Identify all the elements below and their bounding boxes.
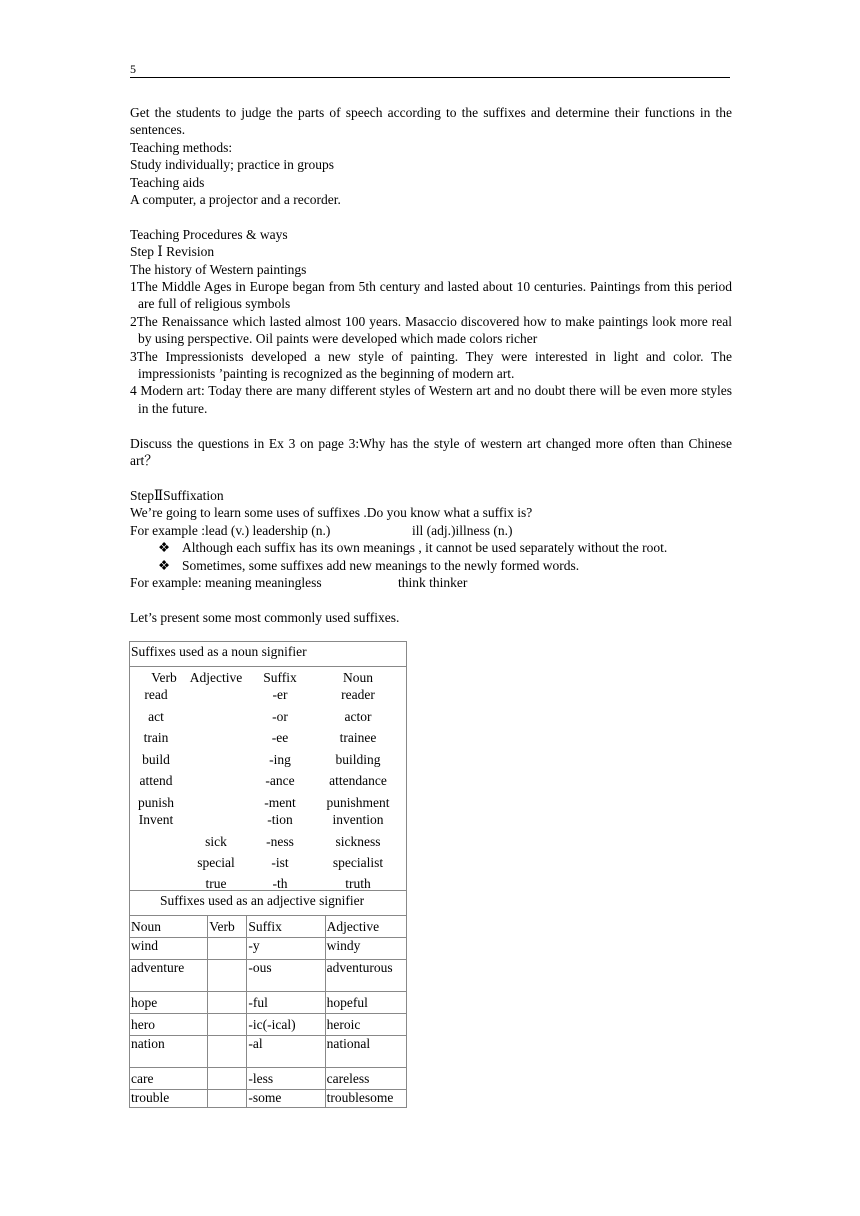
table-row [130, 773, 406, 789]
table-row [130, 812, 406, 828]
cell: special [197, 855, 235, 870]
cell: -ment [264, 795, 296, 810]
table-row [130, 1090, 407, 1108]
cell [208, 1068, 247, 1090]
suffix-table [129, 641, 407, 1108]
history-item-3: 3The Impressionists developed a new style of painting. They were interested in light and color. The impressionists ’painting is recognized as the beginning of modern art. [130, 348, 732, 382]
cell: -y [247, 938, 325, 960]
intro-line: Teaching methods: [130, 139, 233, 155]
cell: building [335, 752, 381, 767]
table-row [130, 795, 406, 811]
cell: windy [325, 938, 406, 960]
cell: troublesome [325, 1090, 406, 1108]
example-2a: For example: meaning meaningless [130, 574, 322, 590]
cell: Invent [138, 812, 174, 827]
bullet-diamond-icon: ❖ [158, 557, 171, 573]
cell: -ee [271, 730, 289, 745]
cell: -ous [247, 960, 325, 992]
cell: -th [272, 876, 288, 891]
cell [208, 1014, 247, 1036]
cell: true [205, 876, 227, 891]
step-1-heading: Step Ⅰ Revision [130, 244, 215, 260]
cell: build [142, 752, 170, 767]
cell [208, 938, 247, 960]
intro-line: A computer, a projector and a recorder. [130, 192, 341, 208]
table-row [130, 730, 406, 746]
cell [208, 960, 247, 992]
table-row [130, 1036, 407, 1068]
cell: care [130, 1068, 208, 1090]
cell: heroic [325, 1014, 406, 1036]
cell: trainee [339, 730, 377, 745]
cell: -tion [267, 812, 293, 827]
history-item-2: 2The Renaissance which lasted almost 100 years. Masaccio discovered how to make paintings look more real by using perspective. Oil paints were developed which made colors richer [130, 313, 732, 347]
cell: -or [272, 709, 288, 724]
bullet-diamond-icon: ❖ [158, 540, 171, 556]
cell: adventure [130, 960, 208, 992]
noun-table-body [130, 667, 407, 891]
bullet-item [130, 539, 732, 556]
cell: nation [130, 1036, 208, 1068]
example-1a: For example :lead (v.) leadership (n.) [130, 522, 331, 538]
cell: punish [137, 795, 174, 810]
header-cell: Noun [130, 916, 208, 938]
table-row [130, 992, 407, 1014]
intro-line: Study individually; practice in groups [130, 157, 334, 173]
cell: act [148, 709, 164, 724]
cell: invention [332, 812, 384, 827]
cell: actor [344, 709, 372, 724]
cell: train [143, 730, 169, 745]
table-row [130, 752, 406, 768]
header-cell: Noun [343, 670, 373, 685]
cell [208, 992, 247, 1014]
header-cell: Verb [208, 916, 247, 938]
cell: punishment [326, 795, 390, 810]
cell: hope [130, 992, 208, 1014]
table-row [130, 709, 406, 725]
cell: truth [345, 876, 371, 891]
step-2-heading: StepⅡSuffixation [130, 487, 224, 503]
cell: attendance [329, 773, 387, 788]
cell: -ance [265, 773, 295, 788]
bullet-text: Sometimes, some suffixes add new meanings to the newly formed words. [182, 557, 580, 573]
cell: -ist [271, 855, 289, 870]
table-row [130, 855, 406, 871]
cell: careless [325, 1068, 406, 1090]
history-item-4: 4 Modern art: Today there are many different styles of Western art and no doubt there will be even more styles in the future. [130, 383, 732, 416]
cell: attend [139, 773, 173, 788]
page-number: 5 [130, 62, 136, 76]
present-suffixes: Let’s present some most commonly used suffixes. [130, 609, 400, 625]
adj-table-title: Suffixes used as an adjective signifier [130, 891, 407, 916]
document-body [130, 104, 732, 626]
noun-table-title: Suffixes used as a noun signifier [130, 642, 407, 667]
header-cell: Suffix [263, 670, 297, 685]
procedures-title: Teaching Procedures & ways [130, 226, 288, 242]
table-row [130, 876, 406, 892]
table-row [130, 834, 406, 850]
cell: trouble [130, 1090, 208, 1108]
intro-paragraph: Get the students to judge the parts of speech according to the suffixes and determine their functions in the sentences. [130, 105, 732, 138]
header-cell: Adjective [325, 916, 406, 938]
cell: -er [272, 687, 288, 702]
header-cell: Verb [151, 670, 177, 685]
history-item-1: 1The Middle Ages in Europe began from 5th century and lasted about 10 centuries. Paintings from this period are full of religious symbols [130, 279, 732, 312]
cell: -less [247, 1068, 325, 1090]
cell: -ful [247, 992, 325, 1014]
cell: hopeful [325, 992, 406, 1014]
cell: -ness [266, 834, 294, 849]
intro-line: Teaching aids [130, 174, 205, 190]
header-rule [130, 77, 730, 78]
table-row [130, 1014, 407, 1036]
example-line-1 [130, 522, 732, 539]
bullet-item [130, 557, 732, 574]
cell: -ing [269, 752, 291, 767]
cell: sickness [335, 834, 381, 849]
example-2b: think thinker [398, 574, 468, 590]
cell: -al [247, 1036, 325, 1068]
example-1b: ill (adj.)illness (n.) [412, 522, 513, 538]
cell: reader [341, 687, 375, 702]
noun-table-grid [130, 667, 406, 890]
cell [208, 1036, 247, 1068]
table-row [130, 1068, 407, 1090]
table-row [130, 687, 406, 703]
table-row [130, 960, 407, 992]
discussion-question: Discuss the questions in Ex 3 on page 3:Why has the style of western art changed more often than Chinese art？ [130, 435, 732, 469]
noun-table-header-row [130, 670, 406, 686]
suffix-intro: We’re going to learn some uses of suffixes .Do you know what a suffix is? [130, 505, 533, 521]
history-title: The history of Western paintings [130, 261, 307, 277]
cell: adventurous [325, 960, 406, 992]
cell: -some [247, 1090, 325, 1108]
header-cell: Adjective [189, 670, 243, 685]
cell: national [325, 1036, 406, 1068]
cell: -ic(-ical) [247, 1014, 325, 1036]
cell: read [144, 687, 168, 702]
example-line-2 [130, 574, 732, 591]
adj-table-header-row [130, 916, 407, 938]
header-cell: Suffix [247, 916, 325, 938]
cell: hero [130, 1014, 208, 1036]
table-row [130, 938, 407, 960]
cell [208, 1090, 247, 1108]
cell: wind [130, 938, 208, 960]
cell: sick [205, 834, 227, 849]
cell: specialist [332, 855, 384, 870]
bullet-text: Although each suffix has its own meanings , it cannot be used separately without the root. [182, 540, 668, 556]
